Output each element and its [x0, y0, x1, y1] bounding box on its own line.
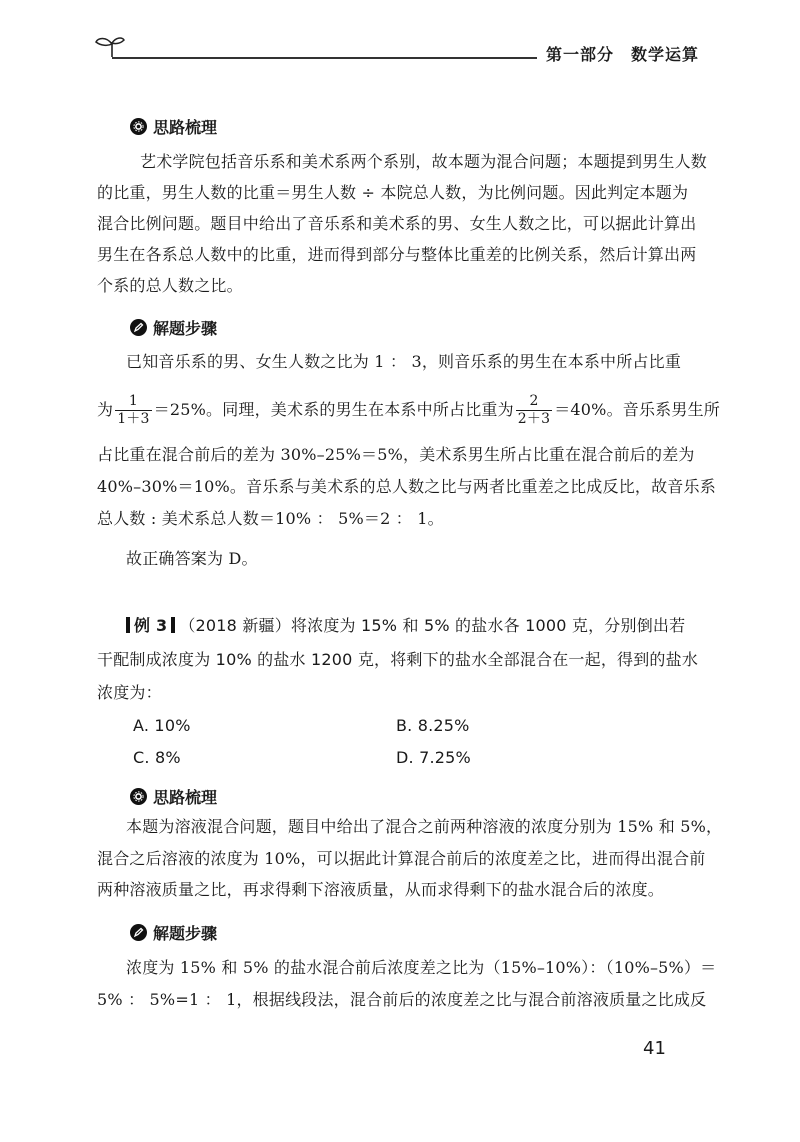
fraction-numerator: 2 [529, 393, 539, 409]
gear-icon [130, 788, 147, 805]
section-steps-1 [130, 315, 217, 339]
answer-line: 故正确答案为 D。 [126, 549, 258, 568]
paragraph-line: 两种溶液质量之比，再求得剩下溶液质量，从而求得剩下的盐水混合后的浓度。 [97, 880, 665, 899]
option-d: D. 7.25% [396, 748, 471, 767]
section-label: 思路梳理 [153, 787, 218, 807]
option-c: C. 8% [133, 748, 181, 767]
fraction-line [97, 392, 720, 428]
text-span: ＝40%。音乐系男生所 [554, 400, 720, 419]
example-line [122, 614, 685, 638]
paragraph-line: 的比重，男生人数的比重＝男生人数 ÷ 本院总人数，为比例问题。因此判定本题为 [97, 183, 689, 202]
example-bar [126, 617, 130, 633]
header-rule [112, 57, 537, 59]
fraction-denominator: 1＋3 [117, 411, 150, 427]
option-b: B. 8.25% [396, 716, 470, 735]
paragraph-line: 本题为溶液混合问题，题目中给出了混合之前两种溶液的浓度分别为 15% 和 5%， [126, 817, 723, 836]
paragraph-line: 40%–30%＝10%。音乐系与美术系的总人数之比与两者比重差之比成反比，故音乐系 [97, 477, 716, 496]
pencil-icon [130, 319, 147, 336]
text-span: ＝25%。同理，美术系的男生在本系中所占比重为 [153, 400, 514, 419]
paragraph-line: 艺术学院包括音乐系和美术系两个系别，故本题为混合问题；本题提到男生人数 [140, 152, 708, 171]
example-bar [171, 617, 175, 633]
example-label: 例 3 [134, 616, 168, 635]
example-line: 浓度为： [97, 683, 162, 702]
pencil-icon [130, 924, 147, 941]
paragraph-line: 浓度为 15% 和 5% 的盐水混合前后浓度差之比为（15%–10%）：（10%–5%）＝ [126, 958, 717, 977]
paragraph-line: 已知音乐系的男、女生人数之比为 1 ： 3，则音乐系的男生在本系中所占比重 [126, 352, 682, 371]
paragraph-line: 混合比例问题。题目中给出了音乐系和美术系的男、女生人数之比，可以据此计算出 [97, 214, 697, 233]
fraction-numerator: 1 [128, 393, 138, 409]
paragraph-line: 混合之后溶液的浓度为 10%，可以据此计算混合前后的浓度差之比，进而得出混合前 [97, 849, 706, 868]
section-idea-1 [130, 114, 217, 138]
section-steps-2 [130, 920, 217, 944]
paragraph-line: 个系的总人数之比。 [97, 276, 243, 295]
section-idea-2 [130, 784, 217, 808]
paragraph-line: 男生在各系总人数中的比重，进而得到部分与整体比重差的比例关系，然后计算出两 [97, 245, 697, 264]
gear-icon [130, 118, 147, 135]
text-span: 为 [97, 400, 114, 419]
paragraph-line: 5% ： 5%=1 ： 1，根据线段法，混合前后的浓度差之比与混合前溶液质量之比成反 [97, 990, 707, 1009]
sprout-icon [92, 34, 126, 58]
text-span: （2018 新疆）将浓度为 15% 和 5% 的盐水各 1000 克，分别倒出若 [179, 616, 686, 635]
option-a: A. 10% [133, 716, 191, 735]
section-label: 解题步骤 [153, 923, 218, 943]
paragraph-line: 总人数 : 美术系总人数＝10% ： 5%＝2 ： 1。 [97, 509, 444, 528]
part-title: 第一部分 数学运算 [546, 45, 700, 64]
section-label: 解题步骤 [153, 318, 218, 338]
fraction-denominator: 2＋3 [517, 411, 551, 427]
fraction [516, 393, 552, 428]
page-number: 41 [643, 1038, 666, 1059]
section-label: 思路梳理 [153, 117, 218, 137]
fraction [115, 393, 151, 428]
paragraph-line: 占比重在混合前后的差为 30%–25%＝5%，美术系男生所占比重在混合前后的差为 [97, 445, 695, 464]
example-line: 干配制成浓度为 10% 的盐水 1200 克，将剩下的盐水全部混合在一起，得到的盐水 [97, 650, 699, 669]
